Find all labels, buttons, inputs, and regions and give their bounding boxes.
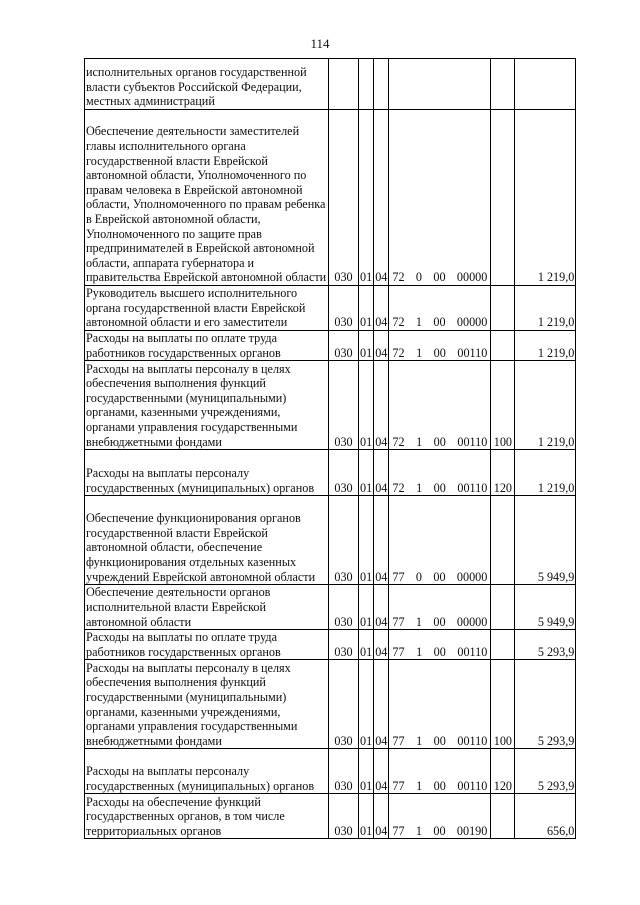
code-program: 72: [392, 480, 405, 495]
code-subprogram: 1: [415, 614, 422, 629]
expense-type-code: [491, 794, 515, 839]
subsection-code: 04: [374, 450, 389, 496]
amount: 1 219,0: [515, 286, 576, 331]
code-group: 00: [433, 778, 446, 793]
code-program: 77: [392, 614, 405, 629]
amount: 5 293,9: [515, 749, 576, 794]
code-group: 00: [433, 823, 446, 838]
amount: 1 219,0: [515, 361, 576, 450]
subsection-code: 04: [374, 660, 389, 749]
amount: 1 219,0: [515, 331, 576, 361]
code-subprogram: 1: [416, 345, 423, 360]
section-code: 01: [359, 749, 374, 794]
code-group: 00: [433, 569, 446, 584]
code-item: 00000: [456, 569, 488, 584]
subsection-code: 04: [374, 361, 389, 450]
target-article-code: [389, 110, 491, 286]
target-article-code: [389, 361, 491, 450]
row-name: Руководитель высшего исполнительного органа государственной власти Еврейской автономной области и его заместители: [85, 286, 329, 331]
table-row: [85, 496, 576, 585]
subsection-code: 04: [374, 794, 389, 839]
row-name: Расходы на выплаты персоналу государственных (муниципальных) органов: [85, 749, 329, 794]
expense-type-code: 120: [491, 450, 515, 496]
amount: 656,0: [515, 794, 576, 839]
section-code: 01: [359, 630, 374, 660]
amount: 5 949,9: [515, 585, 576, 630]
code-group: 00: [433, 345, 446, 360]
subsection-code: 04: [374, 331, 389, 361]
section-code: 01: [359, 585, 374, 630]
amount: [515, 59, 576, 110]
code-program: 77: [392, 569, 405, 584]
table-row: [85, 450, 576, 496]
ministry-code: 030: [329, 749, 359, 794]
target-article-code: [389, 585, 491, 630]
expense-type-code: [491, 59, 515, 110]
section-code: 01: [359, 110, 374, 286]
expense-type-code: [491, 110, 515, 286]
table-row: [85, 286, 576, 331]
amount: 5 293,9: [515, 660, 576, 749]
code-program: 77: [392, 823, 405, 838]
code-program: 72: [392, 345, 405, 360]
row-name: Расходы на выплаты по оплате труда работников государственных органов: [85, 630, 329, 660]
amount: 1 219,0: [515, 110, 576, 286]
amount: 5 949,9: [515, 496, 576, 585]
table-row: [85, 749, 576, 794]
code-subprogram: 1: [416, 480, 423, 495]
code-item: 00000: [456, 315, 488, 330]
code-program: 77: [392, 733, 405, 748]
section-code: 01: [359, 450, 374, 496]
row-name: Расходы на обеспечение функций государственных органов, в том числе территориальных органов: [85, 794, 329, 839]
code-program: 77: [392, 644, 405, 659]
section-code: 01: [359, 794, 374, 839]
code-item: 00110: [457, 480, 488, 495]
code-group: 00: [433, 315, 446, 330]
code-group: 00: [433, 270, 446, 285]
table-row: [85, 585, 576, 630]
budget-table: [84, 58, 576, 839]
code-item: 00110: [457, 644, 488, 659]
target-article-code: [389, 450, 491, 496]
code-group: 00: [433, 434, 446, 449]
code-subprogram: 1: [416, 733, 423, 748]
code-program: 72: [392, 434, 405, 449]
code-program: 72: [392, 315, 405, 330]
code-group: 00: [433, 733, 446, 748]
expense-type-code: 100: [491, 660, 515, 749]
expense-type-code: [491, 331, 515, 361]
target-article-code: [389, 749, 491, 794]
ministry-code: 030: [329, 361, 359, 450]
target-article-code: [389, 496, 491, 585]
ministry-code: 030: [329, 450, 359, 496]
code-item: 00110: [457, 345, 488, 360]
code-item: 00110: [457, 778, 488, 793]
row-name: Обеспечение деятельности органов исполнительной власти Еврейской автономной области: [85, 585, 329, 630]
section-code: 01: [359, 496, 374, 585]
expense-type-code: [491, 496, 515, 585]
section-code: 01: [359, 660, 374, 749]
row-name: Расходы на выплаты по оплате труда работников государственных органов: [85, 331, 329, 361]
ministry-code: 030: [329, 630, 359, 660]
code-subprogram: 0: [415, 569, 422, 584]
row-name: Расходы на выплаты персоналу в целях обеспечения выполнения функций государственными (муниципальными) органами, казенными учреждениями, органами управления государственными внебюджетными фондами: [85, 660, 329, 749]
subsection-code: [374, 59, 389, 110]
code-subprogram: 1: [416, 778, 423, 793]
table-row: [85, 660, 576, 749]
code-subprogram: 1: [416, 434, 423, 449]
target-article-code: [389, 286, 491, 331]
code-subprogram: 0: [415, 270, 422, 285]
section-code: 01: [359, 331, 374, 361]
subsection-code: 04: [374, 585, 389, 630]
target-article-code: [389, 59, 491, 110]
code-group: 00: [433, 480, 446, 495]
expense-type-code: 100: [491, 361, 515, 450]
subsection-code: 04: [374, 496, 389, 585]
expense-type-code: [491, 630, 515, 660]
table-row: [85, 331, 576, 361]
code-item: 00000: [456, 614, 488, 629]
expense-type-code: 120: [491, 749, 515, 794]
row-name: Расходы на выплаты персоналу в целях обеспечения выполнения функций государственными (муниципальными) органами, казенными учреждениями, органами управления государственными внебюджетными фондами: [85, 361, 329, 450]
page-number: 114: [310, 36, 330, 51]
row-name: исполнительных органов государственной власти субъектов Российской Федерации, местных администраций: [85, 59, 329, 110]
code-item: 00110: [457, 434, 488, 449]
ministry-code: 030: [329, 286, 359, 331]
row-name: Обеспечение деятельности заместителей главы исполнительного органа государственной власти Еврейской автономной области, Уполномоченного по правам человека в Еврейской автономной области, Уполномоченного по правам ребенка в Еврейской автономной области, Уполномоченного по защите прав предпринимателей в Еврейской автономной области, аппарата губернатора и правительства Еврейской автономной области: [85, 110, 329, 286]
code-item: 00000: [456, 270, 488, 285]
table-row: [85, 110, 576, 286]
code-item: 00110: [457, 733, 488, 748]
expense-type-code: [491, 585, 515, 630]
section-code: 01: [359, 361, 374, 450]
target-article-code: [389, 331, 491, 361]
ministry-code: 030: [329, 110, 359, 286]
code-program: 77: [392, 778, 405, 793]
subsection-code: 04: [374, 110, 389, 286]
ministry-code: 030: [329, 496, 359, 585]
code-subprogram: 1: [415, 823, 422, 838]
amount: 5 293,9: [515, 630, 576, 660]
ministry-code: 030: [329, 331, 359, 361]
section-code: 01: [359, 286, 374, 331]
table-row: [85, 794, 576, 839]
code-program: 72: [392, 270, 405, 285]
expense-type-code: [491, 286, 515, 331]
code-subprogram: 1: [415, 315, 422, 330]
ministry-code: 030: [329, 794, 359, 839]
amount: 1 219,0: [515, 450, 576, 496]
ministry-code: 030: [329, 585, 359, 630]
section-code: [359, 59, 374, 110]
table-row: [85, 361, 576, 450]
row-name: Расходы на выплаты персоналу государственных (муниципальных) органов: [85, 450, 329, 496]
subsection-code: 04: [374, 630, 389, 660]
row-name: Обеспечение функционирования органов государственной власти Еврейской автономной области, обеспечение функционирования отдельных казенных учреждений Еврейской автономной области: [85, 496, 329, 585]
subsection-code: 04: [374, 286, 389, 331]
table-row: [85, 59, 576, 110]
code-item: 00190: [456, 823, 488, 838]
target-article-code: [389, 660, 491, 749]
target-article-code: [389, 794, 491, 839]
code-group: 00: [433, 644, 446, 659]
code-group: 00: [433, 614, 446, 629]
ministry-code: [329, 59, 359, 110]
subsection-code: 04: [374, 749, 389, 794]
ministry-code: 030: [329, 660, 359, 749]
code-subprogram: 1: [416, 644, 423, 659]
target-article-code: [389, 630, 491, 660]
table-row: [85, 630, 576, 660]
